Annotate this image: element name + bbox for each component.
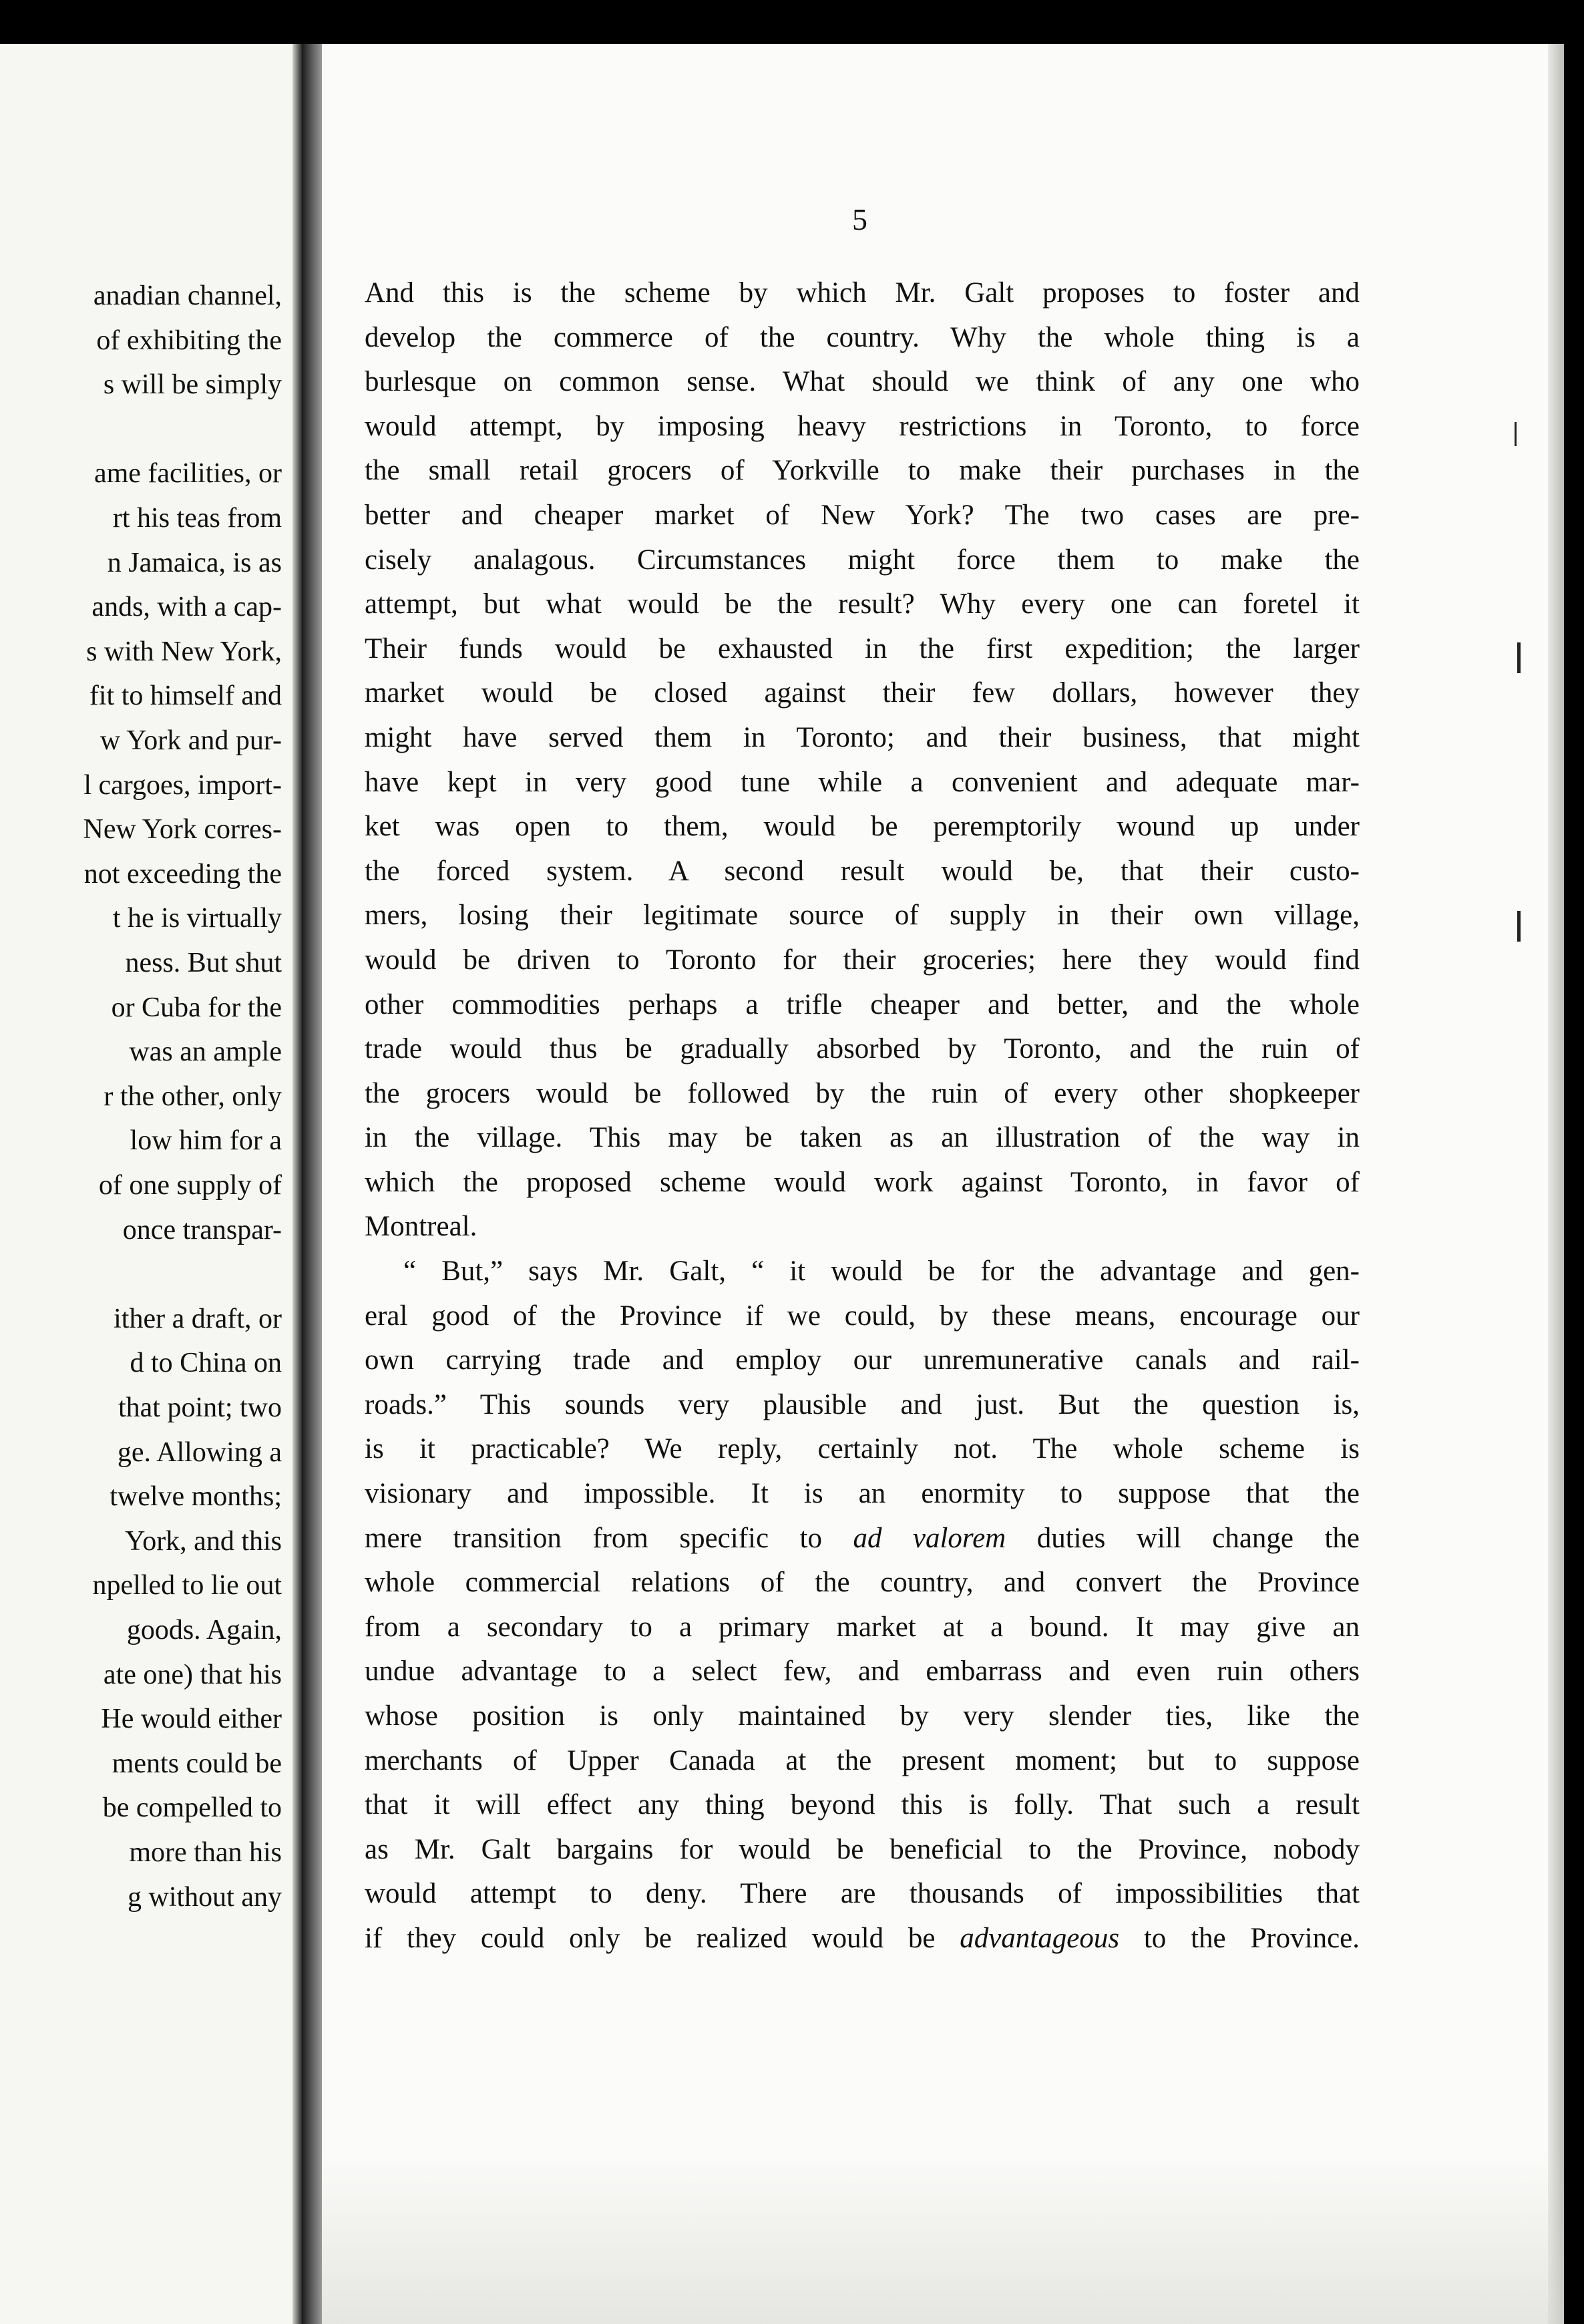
left-text-line: York, and this [125,1525,282,1557]
line-segment: to the Province. [1143,1922,1360,1954]
text-line: the forced system. A second result would be, that their custo- [365,855,1360,887]
text-line: the grocers would be followed by the ruin of every other shopkeeper [365,1077,1360,1109]
text-line: market would be closed against their few dollars, however they [365,677,1360,709]
text-line: that it will effect any thing beyond this is folly. That such a result [365,1789,1360,1821]
left-text-line: more than his [129,1837,282,1868]
left-text-line: that point; two [118,1392,282,1423]
text-line: would attempt to deny. There are thousands of impossibilities that [365,1878,1360,1910]
left-text-line: rt his teas from [112,503,282,534]
left-text-line: npelled to lie out [92,1570,282,1601]
text-line: eral good of the Province if we could, by these means, encourage our [365,1300,1360,1332]
text-line: own carrying trade and employ our unremunerative canals and rail- [365,1344,1360,1376]
left-text-line: ither a draft, or [114,1303,282,1334]
text-line: burlesque on common sense. What should we think of any one who [365,366,1360,398]
margin-mark [1517,642,1521,673]
italic-phrase: ad valorem [853,1522,1006,1554]
text-line: in the village. This may be taken as an illustration of the way in [365,1122,1360,1154]
left-text-line: He would either [101,1704,282,1735]
text-line: undue advantage to a select few, and embarrass and even ruin others [365,1656,1360,1688]
scan-top-border [0,0,1584,44]
text-line: develop the commerce of the country. Why the whole thing is a [365,321,1360,353]
left-text-line: of one supply of [98,1170,282,1201]
text-line: ket was open to them, would be peremptorily wound up under [365,811,1360,843]
text-line: trade would thus be gradually absorbed by Toronto, and the ruin of [365,1033,1360,1065]
left-text-line: ame facilities, or [93,458,282,490]
text-line: mers, losing their legitimate source of supply in their own village, [365,900,1360,932]
page-number: 5 [852,202,867,236]
book-gutter [302,44,322,2324]
left-text-line: r the other, only [104,1081,282,1112]
left-text-line: twelve months; [110,1481,282,1513]
left-text-line: or Cuba for the [111,992,282,1023]
text-line: Their funds would be exhausted in the first expedition; the larger [365,632,1360,664]
left-text-line: fit to himself and [89,681,282,712]
line-segment: if they could only be realized would be [365,1922,936,1954]
text-line: from a secondary to a primary market at a bound. It may give an [365,1611,1360,1643]
text-line: which the proposed scheme would work against Toronto, in favor of [365,1166,1360,1198]
left-text-line: be compelled to [102,1792,282,1824]
left-text-line: not exceeding the [83,858,282,890]
text-line: the small retail grocers of Yorkville to make their purchases in the [365,455,1360,487]
text-line: “ But,” says Mr. Galt, “ it would be for the advantage and gen- [403,1255,1360,1288]
text-line: would attempt, by imposing heavy restrictions in Toronto, to force [365,410,1360,442]
text-line: roads.” This sounds very plausible and just. But the question is, [365,1388,1360,1420]
left-page-fragment [0,44,302,2324]
text-line: Montreal. [365,1211,477,1243]
text-line [365,1917,1360,1961]
left-page-fold-shadow [292,44,302,2324]
line-segment: duties will change the [1036,1522,1360,1554]
left-text-line: t he is virtually [112,903,282,934]
text-line: merchants of Upper Canada at the present moment; but to suppose [365,1744,1360,1776]
left-text-line: goods. Again, [126,1615,282,1645]
right-page-edge [1548,44,1564,2324]
left-text-line: ge. Allowing a [117,1436,282,1468]
left-text-line: l cargoes, import- [83,769,282,801]
text-line: whole commercial relations of the country, and convert the Province [365,1567,1360,1599]
text-line: attempt, but what would be the result? Why every one can foretel it [365,588,1360,620]
text-line: would be driven to Toronto for their groceries; here they would find [365,944,1360,976]
left-text-line: s will be simply [103,369,282,401]
text-line: cisely analagous. Circumstances might force them to make the [365,544,1360,576]
italic-phrase: advantageous [960,1922,1120,1954]
text-line: is it practicable? We reply, certainly not. The whole scheme is [365,1433,1360,1465]
margin-mark [1517,911,1521,942]
left-text-line: low him for a [130,1125,282,1157]
left-text-line: ness. But shut [125,948,282,978]
body-text [365,271,1360,1961]
left-text-line: n Jamaica, is as [107,547,282,578]
left-text-line: ments could be [112,1748,282,1779]
margin-mark [1515,422,1517,446]
left-text-line: of exhibiting the [96,325,282,356]
text-line: other commodities perhaps a trifle cheaper and better, and the whole [365,988,1360,1020]
left-text-line: g without any [128,1881,282,1913]
left-text-line: once transpar- [122,1214,282,1245]
text-line: have kept in very good tune while a convenient and adequate mar- [365,766,1360,798]
line-segment: mere transition from specific to [365,1522,822,1554]
text-line: might have served them in Toronto; and their business, that might [365,721,1360,753]
left-text-line: d to China on [130,1348,282,1379]
left-text-line: was an ample [129,1036,282,1068]
text-line: visionary and impossible. It is an enormity to suppose that the [365,1478,1360,1510]
text-line: better and cheaper market of New York? The two cases are pre- [365,499,1360,531]
text-line: as Mr. Galt bargains for would be beneficial to the Province, nobody [365,1833,1360,1865]
left-text-line: ate one) that his [103,1659,282,1690]
left-text-line: s with New York, [86,636,282,667]
right-page [322,44,1564,2324]
left-text-line: anadian channel, [93,280,282,311]
page-stain [322,2150,1564,2324]
left-text-line: w York and pur- [100,725,282,756]
left-text-line: New York corres- [83,814,282,845]
text-line: And this is the scheme by which Mr. Galt proposes to foster and [365,277,1360,309]
text-line: whose position is only maintained by very slender ties, like the [365,1700,1360,1732]
text-line [365,1517,1360,1561]
left-text-line: ands, with a cap- [91,592,282,623]
